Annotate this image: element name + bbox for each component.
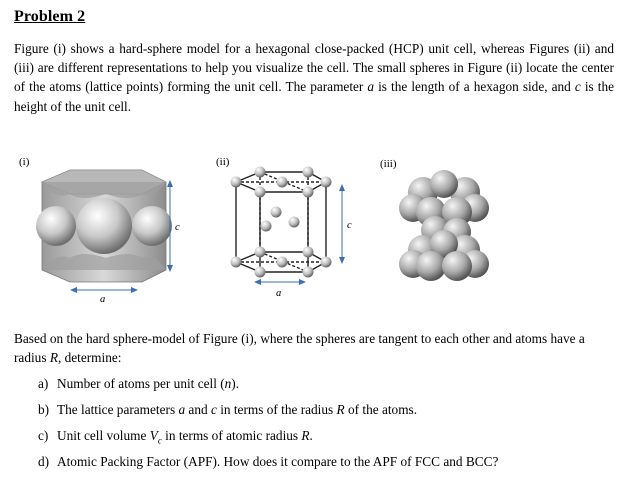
dimension-a-label: a — [100, 294, 106, 305]
dimension-a — [70, 287, 138, 305]
lead-paragraph: Based on the hard sphere-model of Figure (i), where the spheres are tangent to each other and atoms have a radius R, determine: — [14, 331, 585, 366]
left-sphere — [36, 206, 76, 246]
dimension-c-label: c — [175, 222, 180, 233]
question-c: c) Unit cell volume $V_c$ in terms of atomic radius R. — [38, 428, 313, 446]
dimension-a-label: a — [276, 288, 282, 299]
figure-1-label: (i) — [19, 156, 30, 168]
lattice-atoms — [231, 167, 332, 278]
problem-title: Problem 2 — [14, 8, 86, 25]
dimension-c-label: c — [347, 220, 352, 231]
figure-3-label: (iii) — [380, 158, 397, 170]
dimension-c — [339, 184, 352, 264]
question-b: b) The lattice parameters a and c in terms of the radius R of the atoms. — [38, 402, 418, 417]
question-a: a) Number of atoms per unit cell (n). — [38, 376, 240, 391]
bottom-layer — [399, 230, 489, 281]
figure-2-lattice-points — [218, 162, 363, 307]
right-sphere — [132, 206, 172, 246]
figure-2-label: (ii) — [216, 156, 230, 168]
center-sphere — [76, 198, 132, 254]
figure-3-stacked-spheres — [395, 172, 495, 282]
top-layer — [399, 170, 489, 227]
figure-1-hard-sphere-cell — [30, 160, 200, 310]
question-d: d) Atomic Packing Factor (APF). How does it compare to the APF of FCC and BCC? — [38, 454, 499, 469]
intro-paragraph: Figure (i) shows a hard-sphere model for a hexagonal close-packed (HCP) unit cell, whereas Figures (ii) and (iii) are different representations to help you visualize the cell. The small spheres in Figure (ii) locate the center of the atoms (lattice points) forming the unit cell. The parameter a is the length of a hexagon side, and c is the height of the unit cell. — [14, 41, 615, 114]
dimension-a — [254, 279, 306, 299]
